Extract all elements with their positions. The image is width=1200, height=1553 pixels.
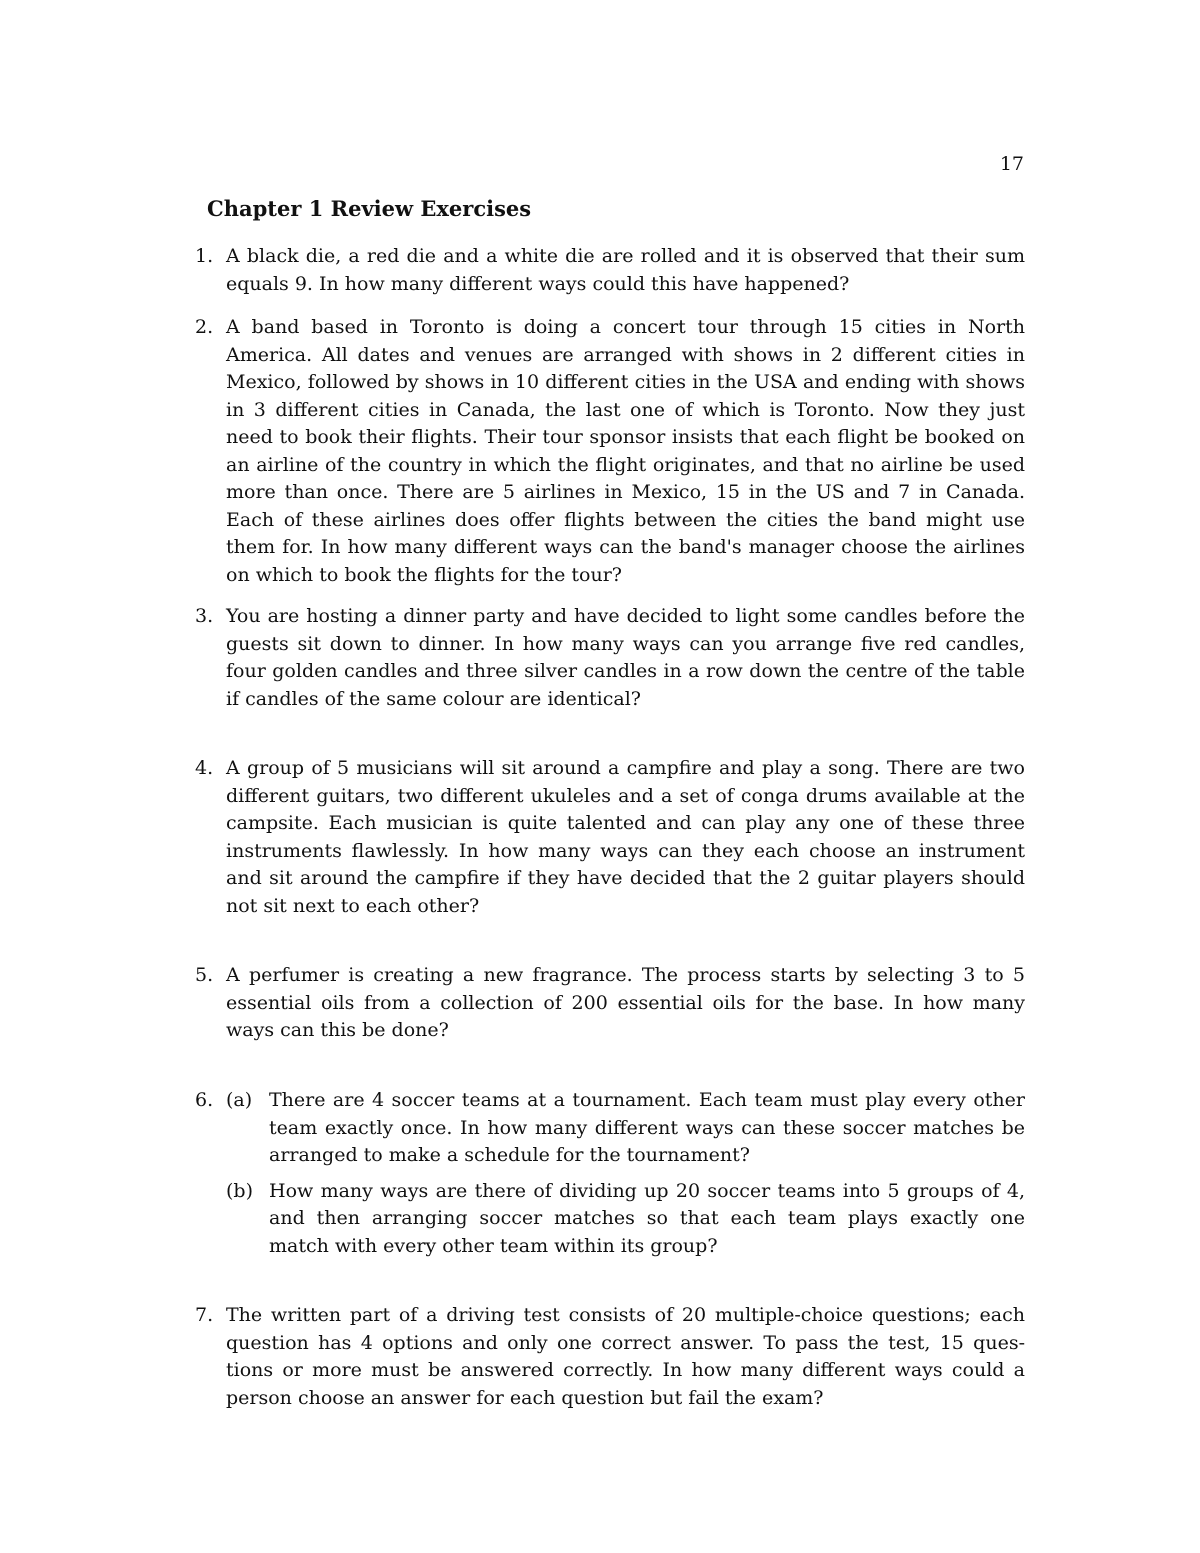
exercise-text: You are hosting a dinner party and have decided to light some candles before the guests sit down to dinner. In how many ways can you arrange five red candles, four golden candles and three silver candles in a row down the centre of the table if candles of the same colour are identical? [226,605,1025,710]
part-label: (b) [226,1179,253,1202]
part-label: (a) [226,1089,253,1111]
exercise-3 [195,603,1025,713]
exercise-2 [195,314,1025,589]
exercise-number: 5. [195,964,214,986]
part-text: How many ways are there of dividing up 20 soccer teams into 5 groups of 4, and then arranging soccer matches so that each team plays exactly one match with every other team within its group? [269,1179,1025,1257]
exercise-text: A perfumer is creating a new fragrance. The process starts by selecting 3 to 5 essential oils from a collection of 200 essential oils for the base. In how many ways can this be done? [226,964,1025,1041]
exercise-4 [195,755,1025,920]
exercise-6 [195,1087,1025,1260]
exercise-number: 6. [195,1089,214,1111]
exercise-7 [195,1302,1025,1412]
exercise-part-a [226,1087,1025,1170]
exercise-number: 4. [195,757,214,779]
exercise-1 [195,243,1025,298]
exercise-part-b [226,1178,1025,1261]
exercise-text: A black die, a red die and a white die are rolled and it is observed that their sum equals 9. In how many different ways could this have happened? [226,245,1025,295]
exercise-number: 7. [195,1304,214,1326]
exercise-number: 3. [195,605,214,627]
page-number: 17 [999,153,1024,175]
part-text: There are 4 soccer teams at a tournament. Each team must play every other team exactly once. In how many different ways can these soccer matches be arranged to make a schedule for the tournament? [269,1089,1025,1166]
exercise-number: 1. [195,245,214,267]
exercise-text: A group of 5 musicians will sit around a campfire and play a song. There are two different guitars, two different ukuleles and a set of conga drums available at the campsite. Each musician is quite talented and can play any one of these three instruments flawlessly. In how many ways can they each choose an instrument and sit around the campfire if they have decided that the 2 guitar players should not sit next to each other? [226,757,1025,917]
chapter-title: Chapter 1 Review Exercises [207,196,532,221]
exercise-number: 2. [195,316,214,338]
exercise-text: The written part of a driving test consists of 20 multiple-choice questions; each question has 4 options and only one correct answer. To pass the test, 15 ques-tions or more must be answered correctly. In how many different ways could a person choose an answer for each question but fail the exam? [226,1304,1025,1409]
exercise-5 [195,962,1025,1045]
exercise-text: A band based in Toronto is doing a concert tour through 15 cities in North America. All dates and venues are arranged with shows in 2 different cities in Mexico, followed by shows in 10 different cities in the USA and ending with shows in 3 different cities in Canada, the last one of which is Toronto. Now they just need to book their flights. Their tour sponsor insists that each flight be booked on an airline of the country in which the flight originates, and that no airline be used more than once. There are 5 airlines in Mexico, 15 in the US and 7 in Canada. Each of these airlines does offer flights between the cities the band might use them for. In how many different ways can the band's manager choose the airlines on which to book the flights for the tour? [226,316,1025,586]
